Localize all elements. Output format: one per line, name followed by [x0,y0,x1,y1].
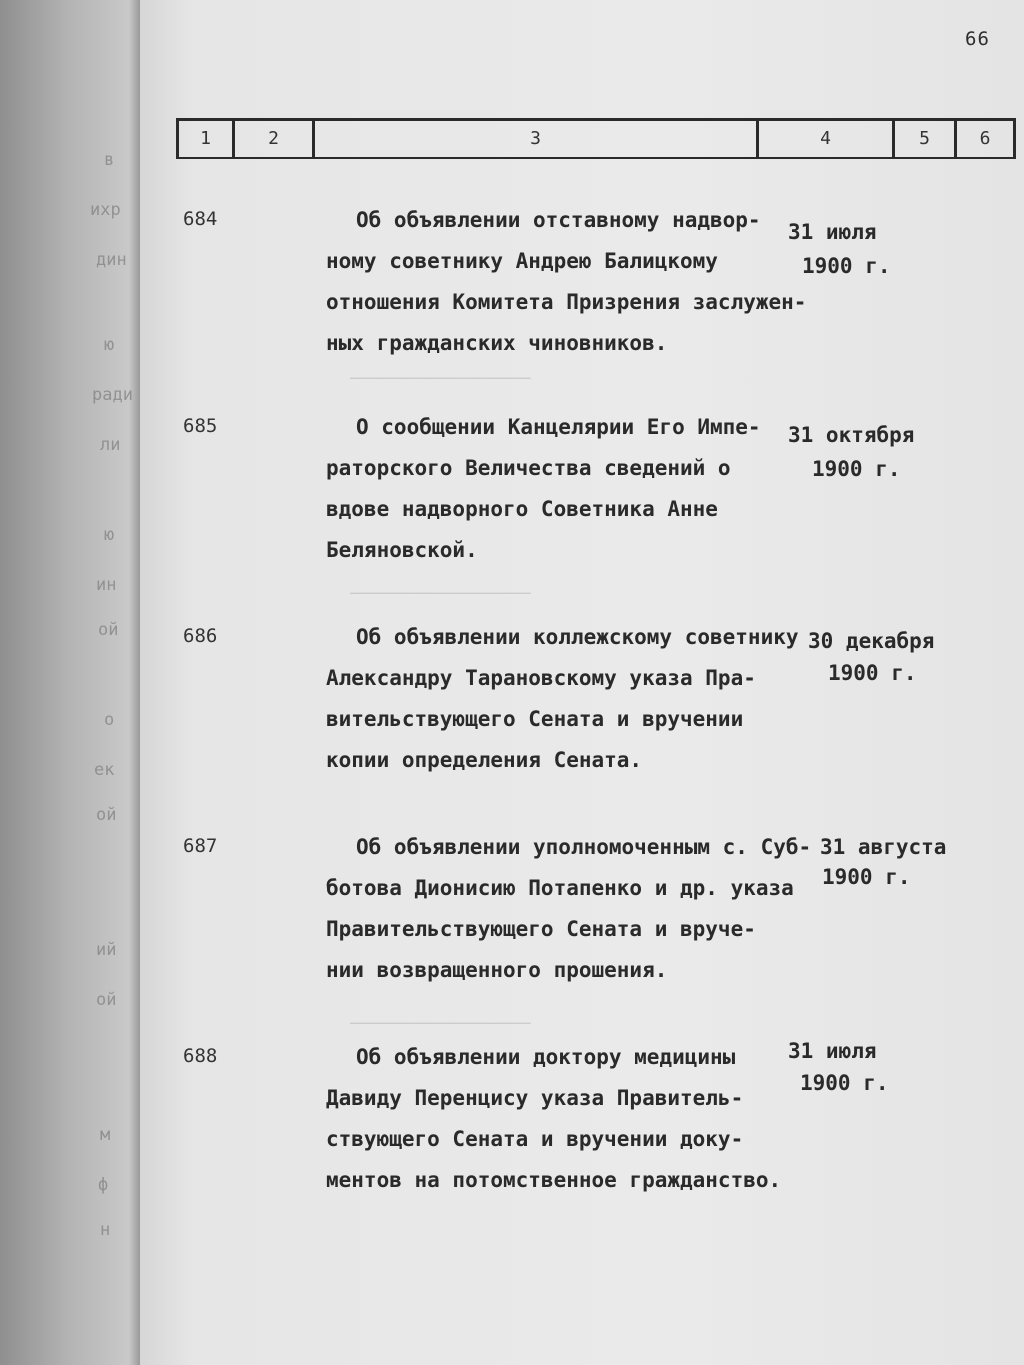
bleed-fragment: ли [100,435,121,455]
column-header-5: 5 [892,121,954,157]
bleed-fragment: м [100,1125,111,1145]
description-line: Правительствующего Сената и вруче- [326,917,756,941]
entry-description [326,1037,796,1201]
entry-description [326,827,812,991]
description-line: ных гражданских чиновников. [326,331,668,355]
description-line: вдове надворного Советника Анне [326,497,718,521]
entry-date-year: 1900 г. [800,1071,889,1095]
bleed-fragment: ой [98,620,119,640]
description-line: копии определения Сената. [326,748,643,772]
column-header-3: 3 [312,121,756,157]
entry-number: 686 [183,625,218,647]
description-line: ствующего Сената и вручении доку- [326,1127,744,1151]
entry-description [326,407,796,571]
bleed-fragment: ин [96,575,117,595]
description-line: О сообщении Канцелярии Его Импе- [356,415,761,439]
description-line: раторского Величества сведений о [326,456,731,480]
bleed-fragment: о [104,710,115,730]
bleed-through: ——————————————— [350,1010,531,1034]
description-line: нии возвращенного прошения. [326,958,668,982]
description-line: Об объявлении доктору медицины [356,1045,736,1069]
entry-description [326,200,807,364]
entry-date-day: 31 октября [788,423,915,447]
entry-number: 685 [183,415,218,437]
description-line: Об объявлении отставному надвор- [356,208,761,232]
description-line: Давиду Перенцису указа Правитель- [326,1086,744,1110]
bleed-fragment: ради [92,385,133,405]
bleed-fragment: ю [104,335,115,355]
entry-number: 687 [183,835,218,857]
bleed-fragment: ой [96,990,117,1010]
entry-date-day: 31 июля [788,220,877,244]
description-line: Об объявлении коллежскому советнику [356,625,799,649]
bleed-fragment: дин [96,250,127,270]
bleed-fragment: н [100,1220,111,1240]
description-line: ботова Дионисию Потапенко и др. указа [326,876,794,900]
entry-description [326,617,799,781]
page-number: 66 [965,28,990,50]
bleed-fragment: ек [94,760,115,780]
column-header-2: 2 [232,121,312,157]
bleed-through: ——————————————— [350,580,531,604]
entry-date-day: 31 августа [820,835,947,859]
description-line: Беляновской. [326,538,478,562]
column-header-6: 6 [954,121,1016,157]
description-line: Александру Тарановскому указа Пра- [326,666,756,690]
entry-date-year: 1900 г. [812,457,901,481]
entry-date-year: 1900 г. [802,254,891,278]
column-header-bar [176,118,1016,159]
previous-page-edge [0,0,140,1365]
description-line: ментов на потомственное гражданство. [326,1168,782,1192]
entry-date-year: 1900 г. [822,865,911,889]
column-header-1: 1 [176,121,232,157]
entry-date-day: 31 июля [788,1039,877,1063]
bleed-through: ——————————————— [350,365,531,389]
entry-date-year: 1900 г. [828,661,917,685]
entry-date-day: 30 декабря [808,629,935,653]
bleed-fragment: ф [98,1175,109,1195]
bleed-fragment: в [104,150,115,170]
bleed-fragment: ий [96,940,117,960]
column-header-4: 4 [756,121,892,157]
description-line: Об объявлении уполномоченным с. Суб- [356,835,812,859]
description-line: вительствующего Сената и вручении [326,707,744,731]
bleed-fragment: ихр [90,200,121,220]
entry-number: 688 [183,1045,218,1067]
description-line: отношения Комитета Призрения заслужен- [326,290,807,314]
bleed-fragment: ой [96,805,117,825]
bleed-fragment: ю [104,525,115,545]
description-line: ному советнику Андрею Балицкому [326,249,718,273]
entry-number: 684 [183,208,218,230]
